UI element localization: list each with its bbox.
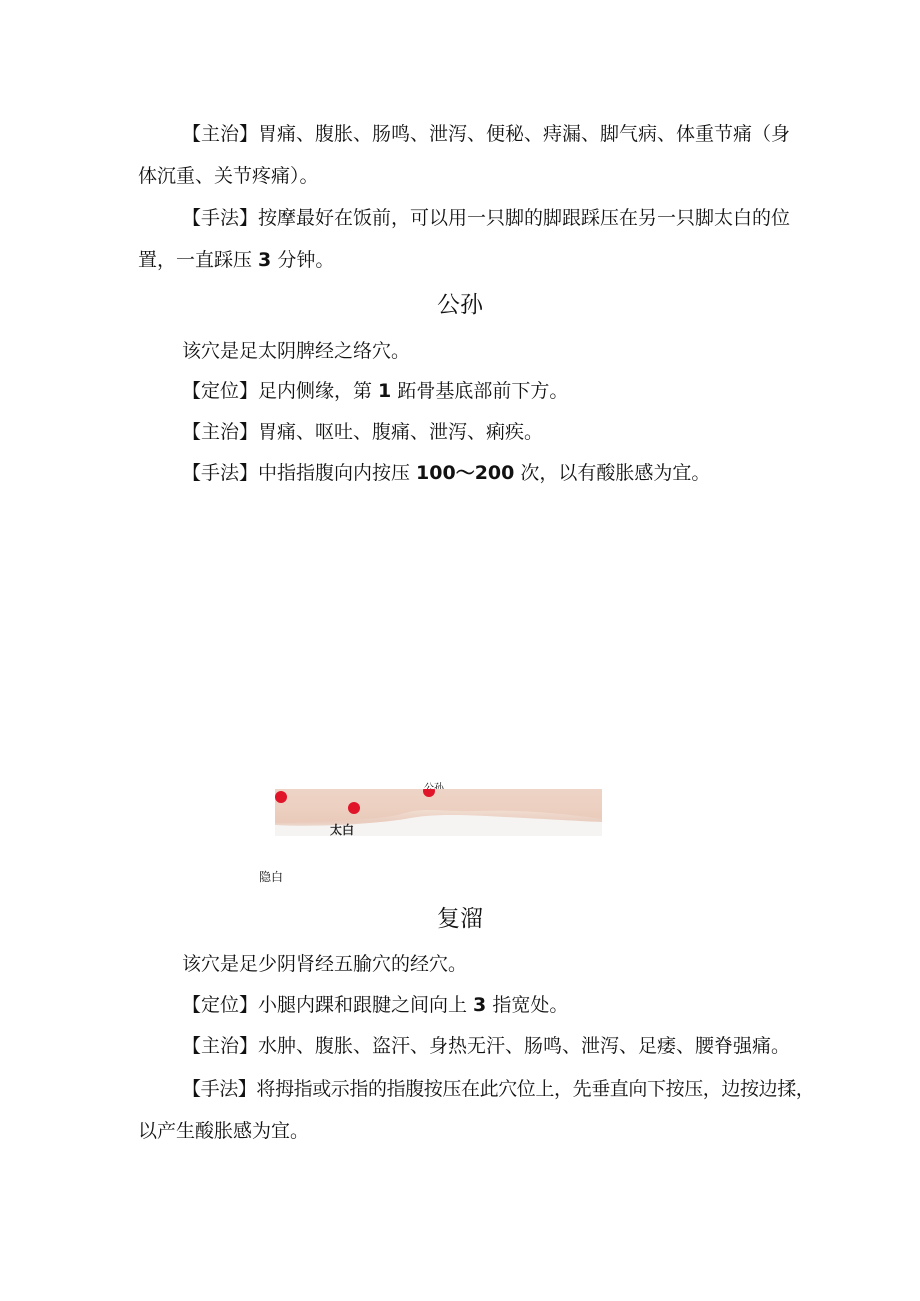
fuliu-dingwei-number: 3 (473, 994, 487, 1016)
taibai-zhuzhi-line2: 体沉重、关节疼痛）。 (138, 165, 319, 187)
fuliu-intro: 该穴是足少阴肾经五腧穴的经穴。 (182, 953, 468, 975)
taibai-shoufa-line1: 【手法】按摩最好在饭前，可以用一只脚的脚跟踩压在另一只脚太白的位 (182, 207, 791, 229)
gongsun-zhuzhi: 【主治】胃痛、呕吐、腹痛、泄泻、痢疾。 (182, 421, 544, 443)
gongsun-dingwei-text-a: 【定位】足内侧缘，第 (182, 380, 379, 402)
gongsun-shoufa (182, 459, 710, 487)
taibai-shoufa-number: 3 (258, 249, 272, 271)
gongsun-shoufa-text-a: 【手法】中指指腹向内按压 (182, 462, 417, 484)
gongsun-dingwei-number: 1 (378, 380, 392, 402)
fuliu-shoufa-line2: 以产生酸胀感为宜。 (138, 1120, 310, 1142)
taibai-shoufa-text-b: 分钟。 (271, 249, 335, 271)
foot-photo (275, 789, 602, 836)
fuliu-dingwei-text-b: 指宽处。 (486, 994, 569, 1016)
taibai-shoufa-text-a: 置，一直踩压 (138, 249, 259, 271)
fuliu-shoufa-line1: 【手法】将拇指或示指的指腹按压在此穴位上，先垂直向下按压，边按边揉， (182, 1078, 815, 1100)
fuliu-zhuzhi: 【主治】水肿、腹胀、盗汗、身热无汗、肠鸣、泄泻、足痿、腰脊强痛。 (182, 1035, 791, 1057)
taibai-zhuzhi-line1: 【主治】胃痛、腹胀、肠鸣、泄泻、便秘、痔漏、脚气病、体重节痛（身 (182, 123, 791, 145)
gongsun-shoufa-text-b: 次，以有酸胀感为宜。 (514, 462, 711, 484)
figure-label-yinbai: 隐白 (259, 870, 284, 884)
fuliu-heading: 复溜 (437, 906, 483, 932)
taibai-point-dot (348, 802, 360, 814)
figure-label-taibai: 太白 (330, 823, 355, 836)
foot-silhouette (275, 789, 602, 836)
taibai-shoufa-line2 (138, 246, 334, 274)
gongsun-intro: 该穴是足太阴脾经之络穴。 (182, 340, 411, 362)
gongsun-shoufa-number: 100～200 (416, 462, 515, 484)
fuliu-dingwei (182, 991, 568, 1019)
yinbai-point-dot (275, 791, 287, 803)
gongsun-dingwei (182, 377, 568, 405)
gongsun-heading: 公孙 (437, 292, 483, 318)
fuliu-dingwei-text-a: 【定位】小腿内踝和跟腱之间向上 (182, 994, 474, 1016)
gongsun-dingwei-text-b: 跖骨基底部前下方。 (391, 380, 569, 402)
